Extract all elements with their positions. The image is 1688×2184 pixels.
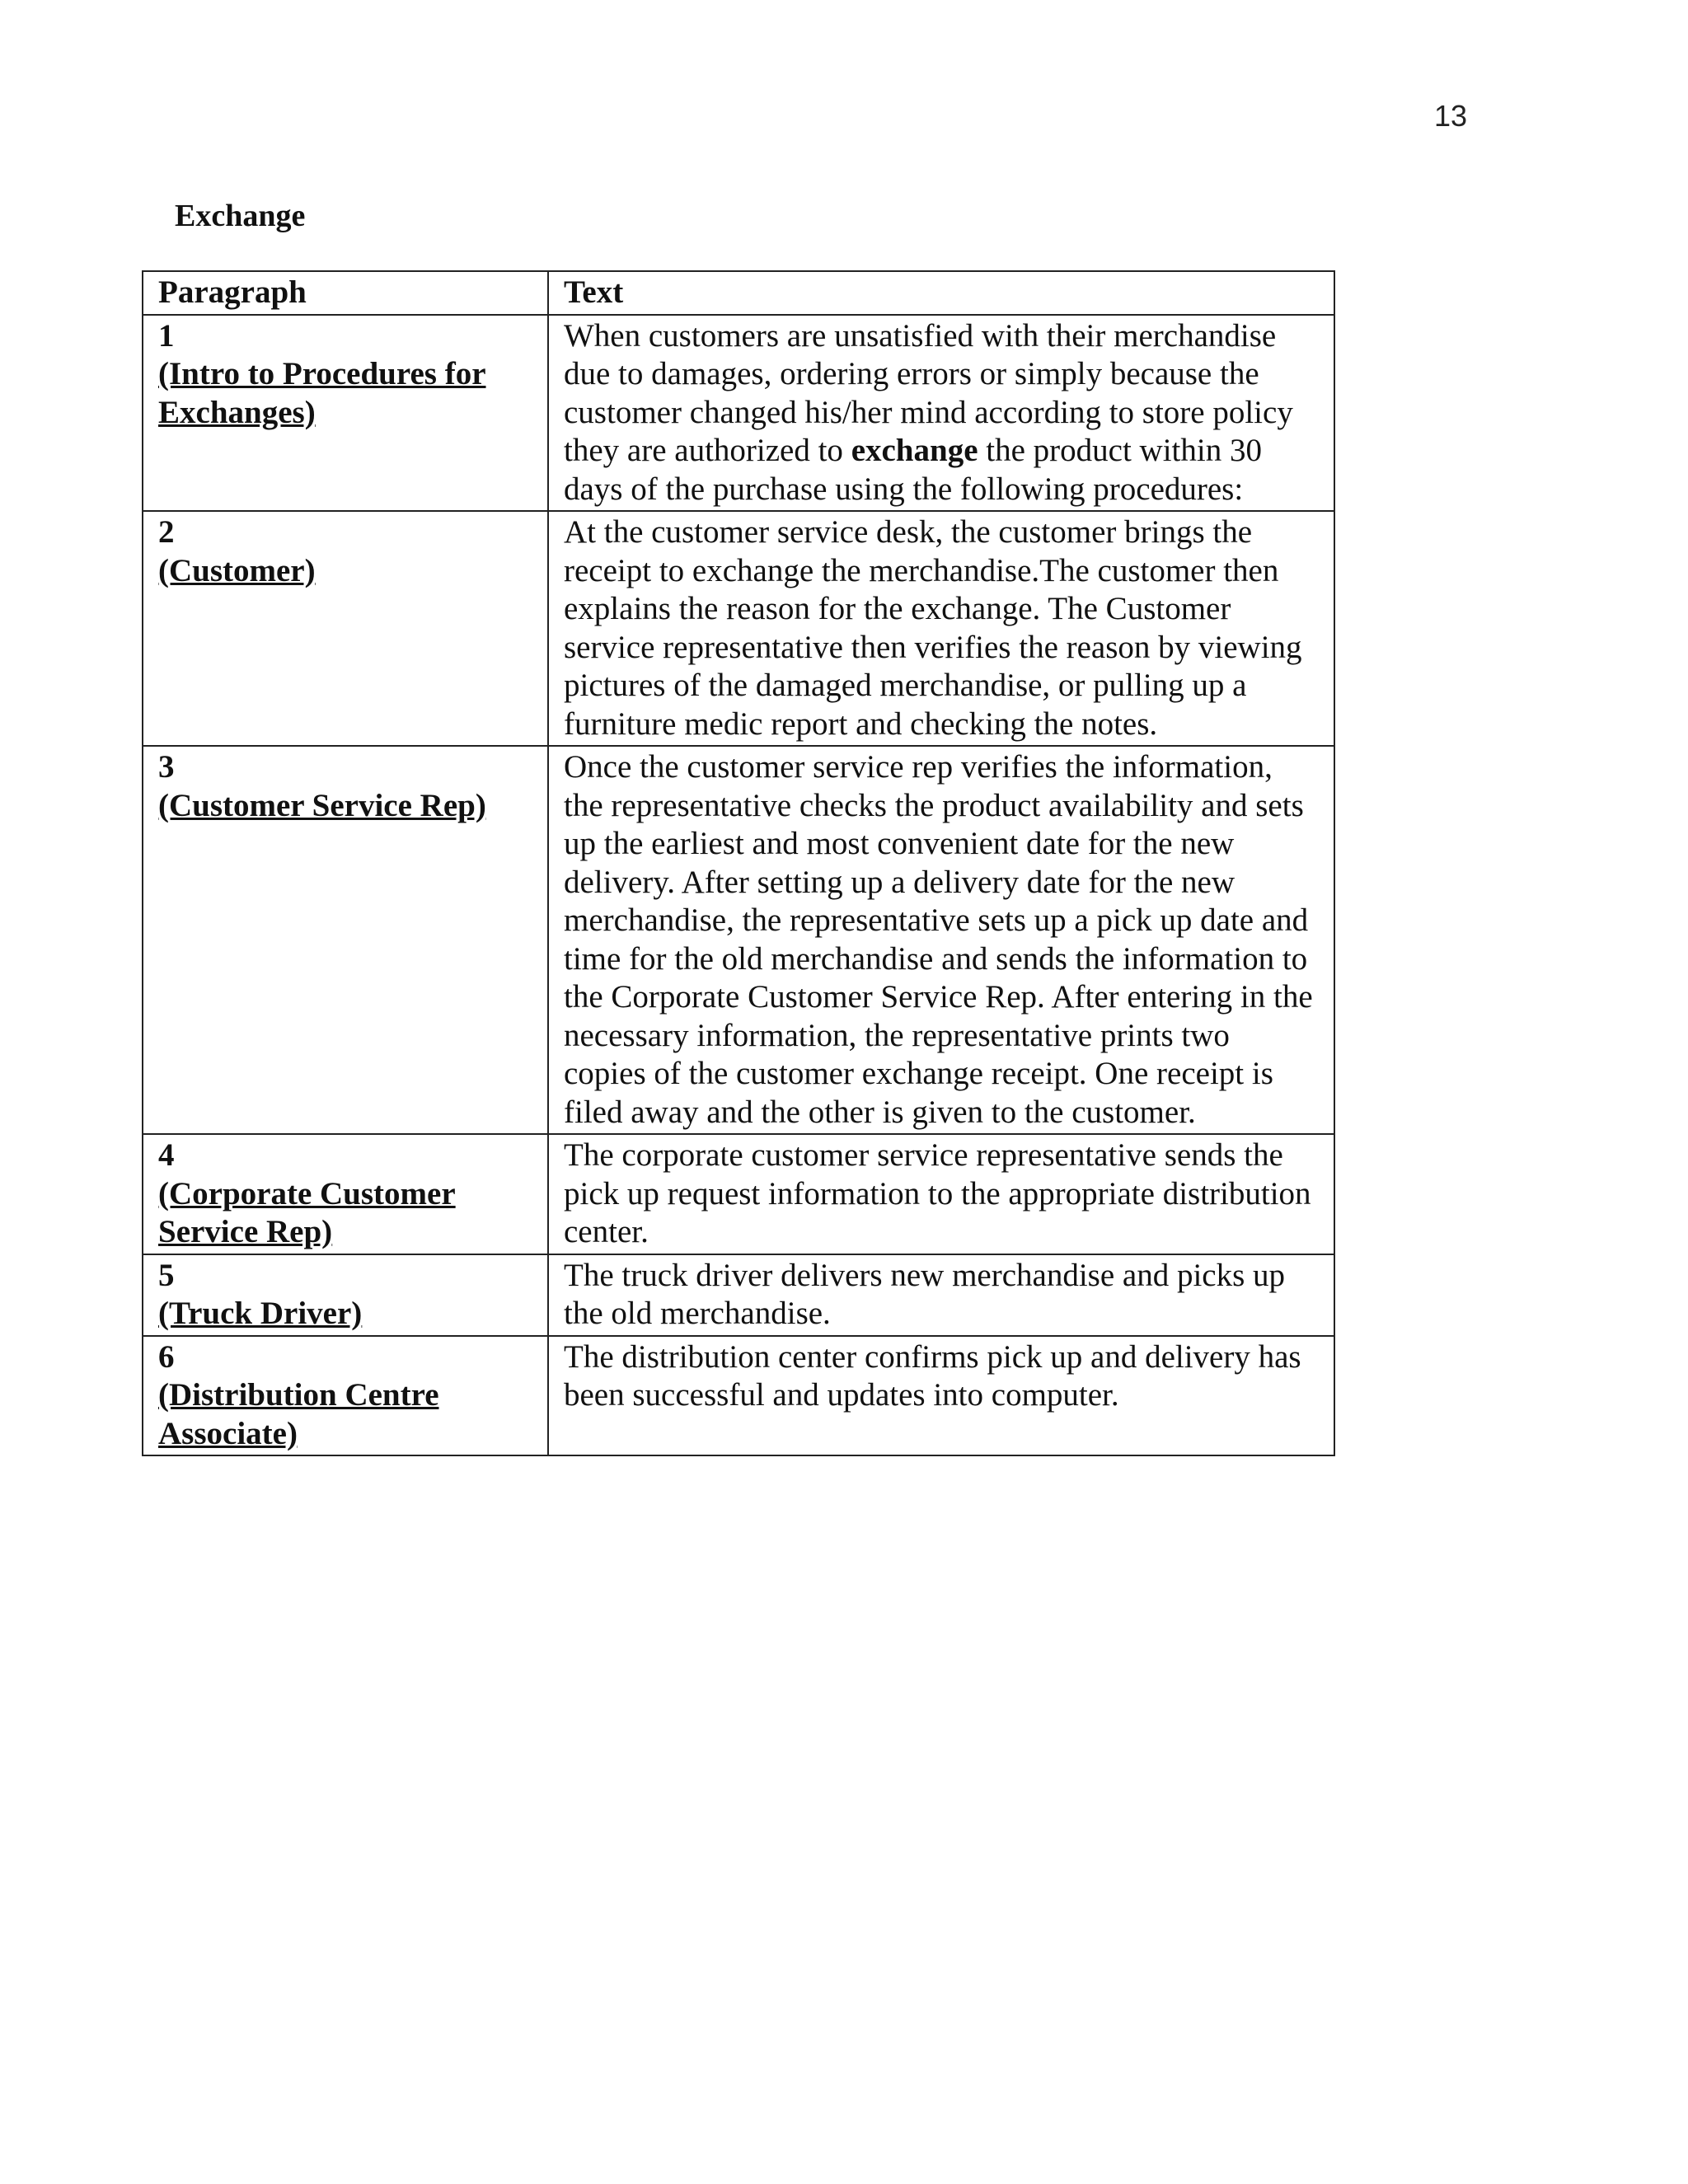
- paragraph-cell: [143, 1336, 548, 1456]
- table-header-row: [143, 271, 1334, 315]
- table-row: [143, 315, 1334, 512]
- text-cell: The truck driver delivers new merchandise and picks up the old merchandise.: [548, 1254, 1334, 1336]
- text-cell: The corporate customer service representative sends the pick up request information to the appropriate distribution center.: [548, 1134, 1334, 1254]
- text-part: the product within 30 days of the purchase using the following procedures:: [564, 433, 1262, 507]
- text-cell: [548, 315, 1334, 512]
- paragraph-cell: [143, 746, 548, 1134]
- table-row: [143, 1134, 1334, 1254]
- paragraph-number: 3: [158, 749, 175, 785]
- paragraph-number: 1: [158, 317, 175, 354]
- text-cell: Once the customer service rep verifies the information, the representative checks the product availability and sets up the earliest and most convenient date for the new delivery. After setting up a delivery date for the new merchandise, the representative sets up a pick up date and time for the old merchandise and sends the information to the Corporate Customer Service Rep. After entering in the necessary information, the representative prints two copies of the customer exchange receipt. One receipt is filed away and the other is given to the customer.: [548, 746, 1334, 1134]
- paragraph-role: (Intro to Procedures for Exchanges): [158, 356, 486, 430]
- table-row: [143, 1254, 1334, 1336]
- paragraph-role: (Customer Service Rep): [158, 787, 486, 823]
- paragraph-cell: [143, 1254, 548, 1336]
- page-number: 13: [1434, 99, 1468, 133]
- paragraph-number: 5: [158, 1257, 175, 1293]
- paragraph-role: (Customer): [158, 552, 316, 588]
- paragraph-number: 4: [158, 1137, 175, 1173]
- section-title: Exchange: [175, 199, 306, 233]
- table-row: [143, 1336, 1334, 1456]
- text-part: When customers are unsatisfied with their merchandise due to damages, ordering errors or simply because the customer changed his/her mind according to store policy they are authorized to: [564, 317, 1293, 468]
- header-paragraph: Paragraph: [143, 271, 548, 315]
- paragraph-cell: [143, 1134, 548, 1254]
- paragraph-role: (Corporate Customer Service Rep): [158, 1175, 456, 1249]
- paragraph-role: (Distribution Centre Associate): [158, 1377, 439, 1451]
- paragraph-number: 2: [158, 514, 175, 550]
- header-text: Text: [548, 271, 1334, 315]
- paragraph-cell: [143, 315, 548, 512]
- table-row: [143, 511, 1334, 746]
- paragraph-cell: [143, 511, 548, 746]
- text-cell: At the customer service desk, the customer brings the receipt to exchange the merchandise.The customer then explains the reason for the exchange. The Customer service representative then verifies the reason by viewing pictures of the damaged merchandise, or pulling up a furniture medic report and checking the notes.: [548, 511, 1334, 746]
- text-cell: The distribution center confirms pick up and delivery has been successful and updates into computer.: [548, 1336, 1334, 1456]
- paragraph-role: (Truck Driver): [158, 1296, 363, 1331]
- procedure-table: [142, 270, 1335, 1456]
- paragraph-number: 6: [158, 1338, 175, 1375]
- text-bold-term: exchange: [851, 433, 978, 468]
- table-row: [143, 746, 1334, 1134]
